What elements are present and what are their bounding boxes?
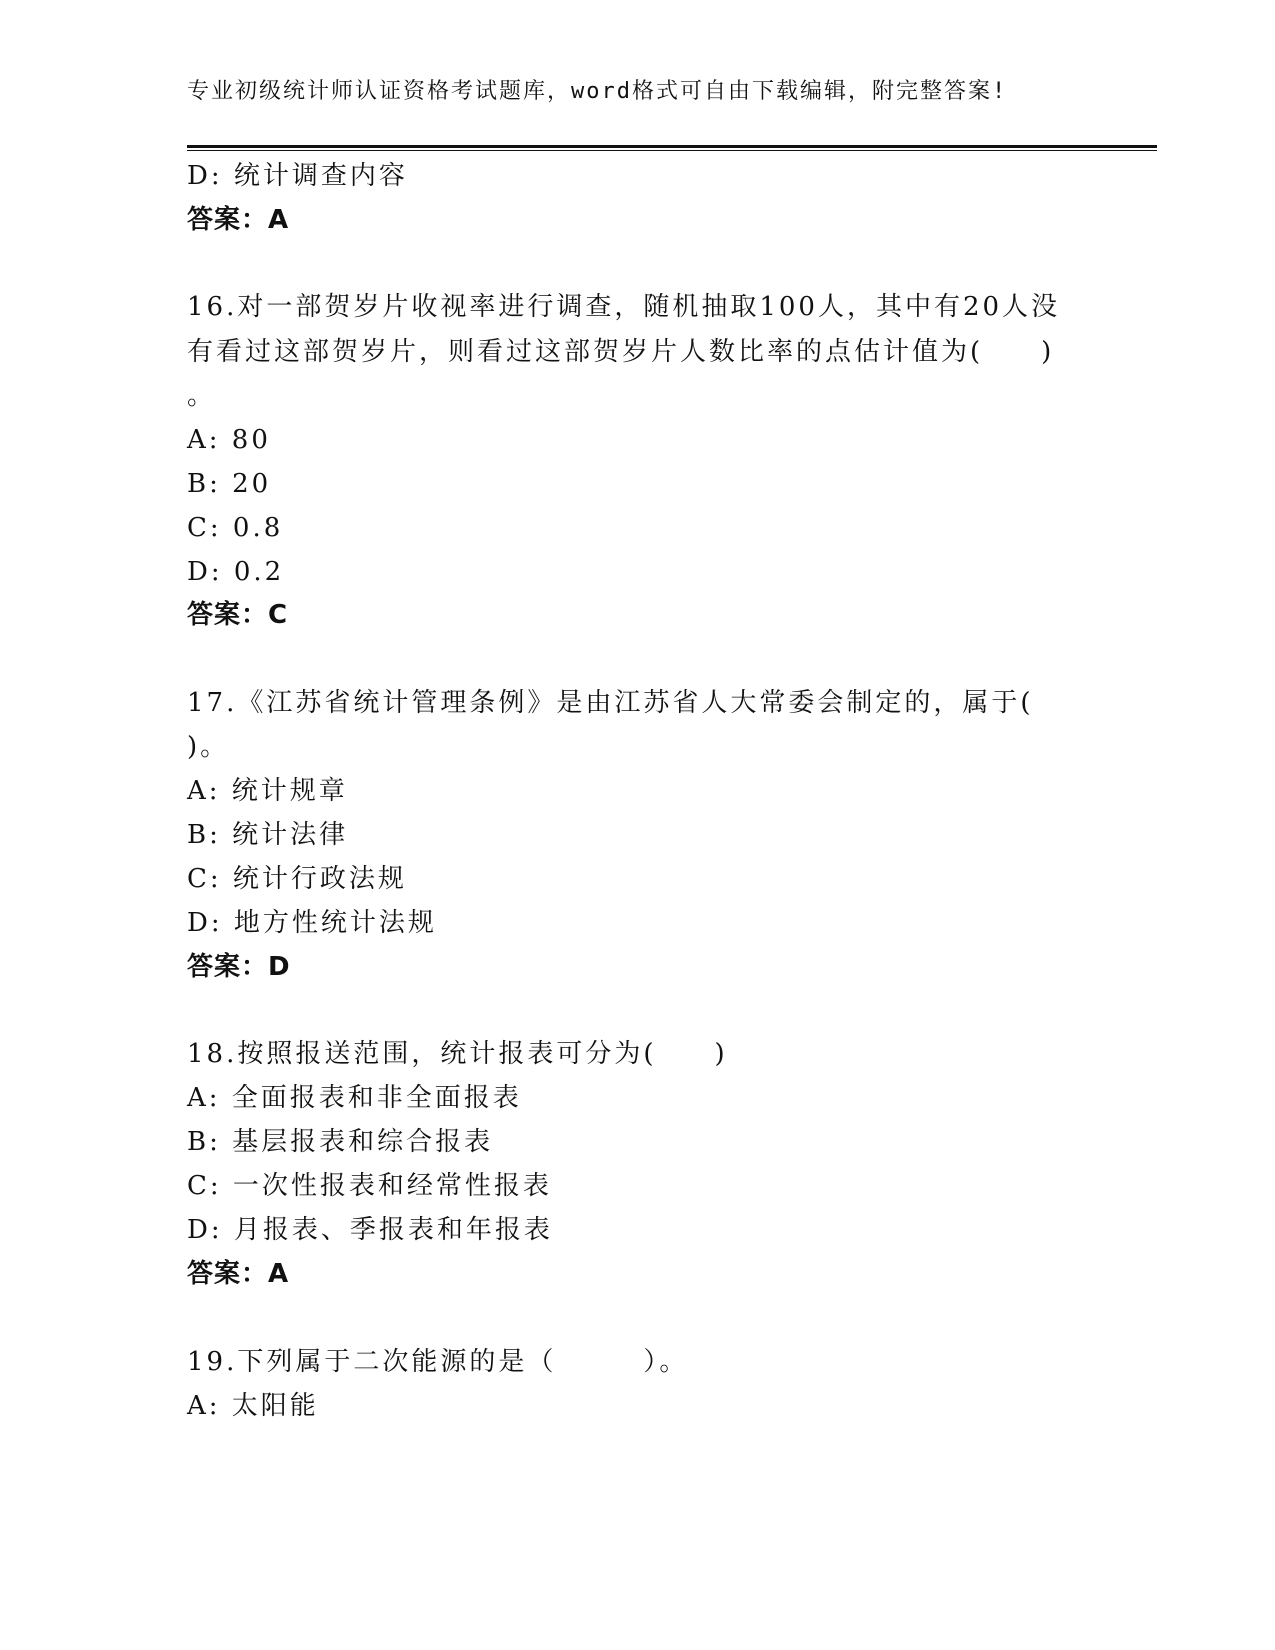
header-divider-thick (187, 145, 1157, 148)
question-17-line-1: 17.《江苏省统计管理条例》是由江苏省人大常委会制定的，属于( (187, 688, 1034, 718)
page-header: 专业初级统计师认证资格考试题库，word格式可自由下载编辑，附完整答案! (187, 79, 1008, 104)
question-17-line-2: )。 (187, 732, 230, 762)
option-a: A: 80 (187, 425, 271, 455)
option-a: A: 太阳能 (187, 1391, 319, 1421)
option-d: D: 统计调查内容 (187, 161, 408, 191)
question-16-line-1: 16.对一部贺岁片收视率进行调查，随机抽取100人，其中有20人没 (187, 292, 1061, 322)
answer-line: 答案：C (187, 600, 289, 630)
question-16-line-2: 有看过这部贺岁片，则看过这部贺岁片人数比率的点估计值为( ) (187, 337, 1055, 367)
option-c: C: 一次性报表和经常性报表 (187, 1171, 552, 1201)
header-divider-thin (187, 150, 1157, 151)
option-b: B: 统计法律 (187, 820, 349, 850)
option-d: D: 0.2 (187, 557, 285, 587)
option-c: C: 统计行政法规 (187, 864, 407, 894)
answer-line: 答案：A (187, 205, 290, 235)
option-d: D: 月报表、季报表和年报表 (187, 1215, 553, 1245)
option-c: C: 0.8 (187, 513, 284, 543)
option-b: B: 基层报表和综合报表 (187, 1127, 494, 1157)
question-18-line-1: 18.按照报送范围，统计报表可分为( ) (187, 1039, 728, 1069)
answer-line: 答案：A (187, 1259, 290, 1289)
option-a: A: 统计规章 (187, 776, 348, 806)
question-19-line-1: 19.下列属于二次能源的是（ ）。 (187, 1347, 689, 1377)
option-b: B: 20 (187, 469, 272, 499)
option-d: D: 地方性统计法规 (187, 908, 437, 938)
answer-line: 答案：D (187, 952, 291, 982)
question-16-line-3: 。 (187, 381, 217, 411)
option-a: A: 全面报表和非全面报表 (187, 1083, 522, 1113)
